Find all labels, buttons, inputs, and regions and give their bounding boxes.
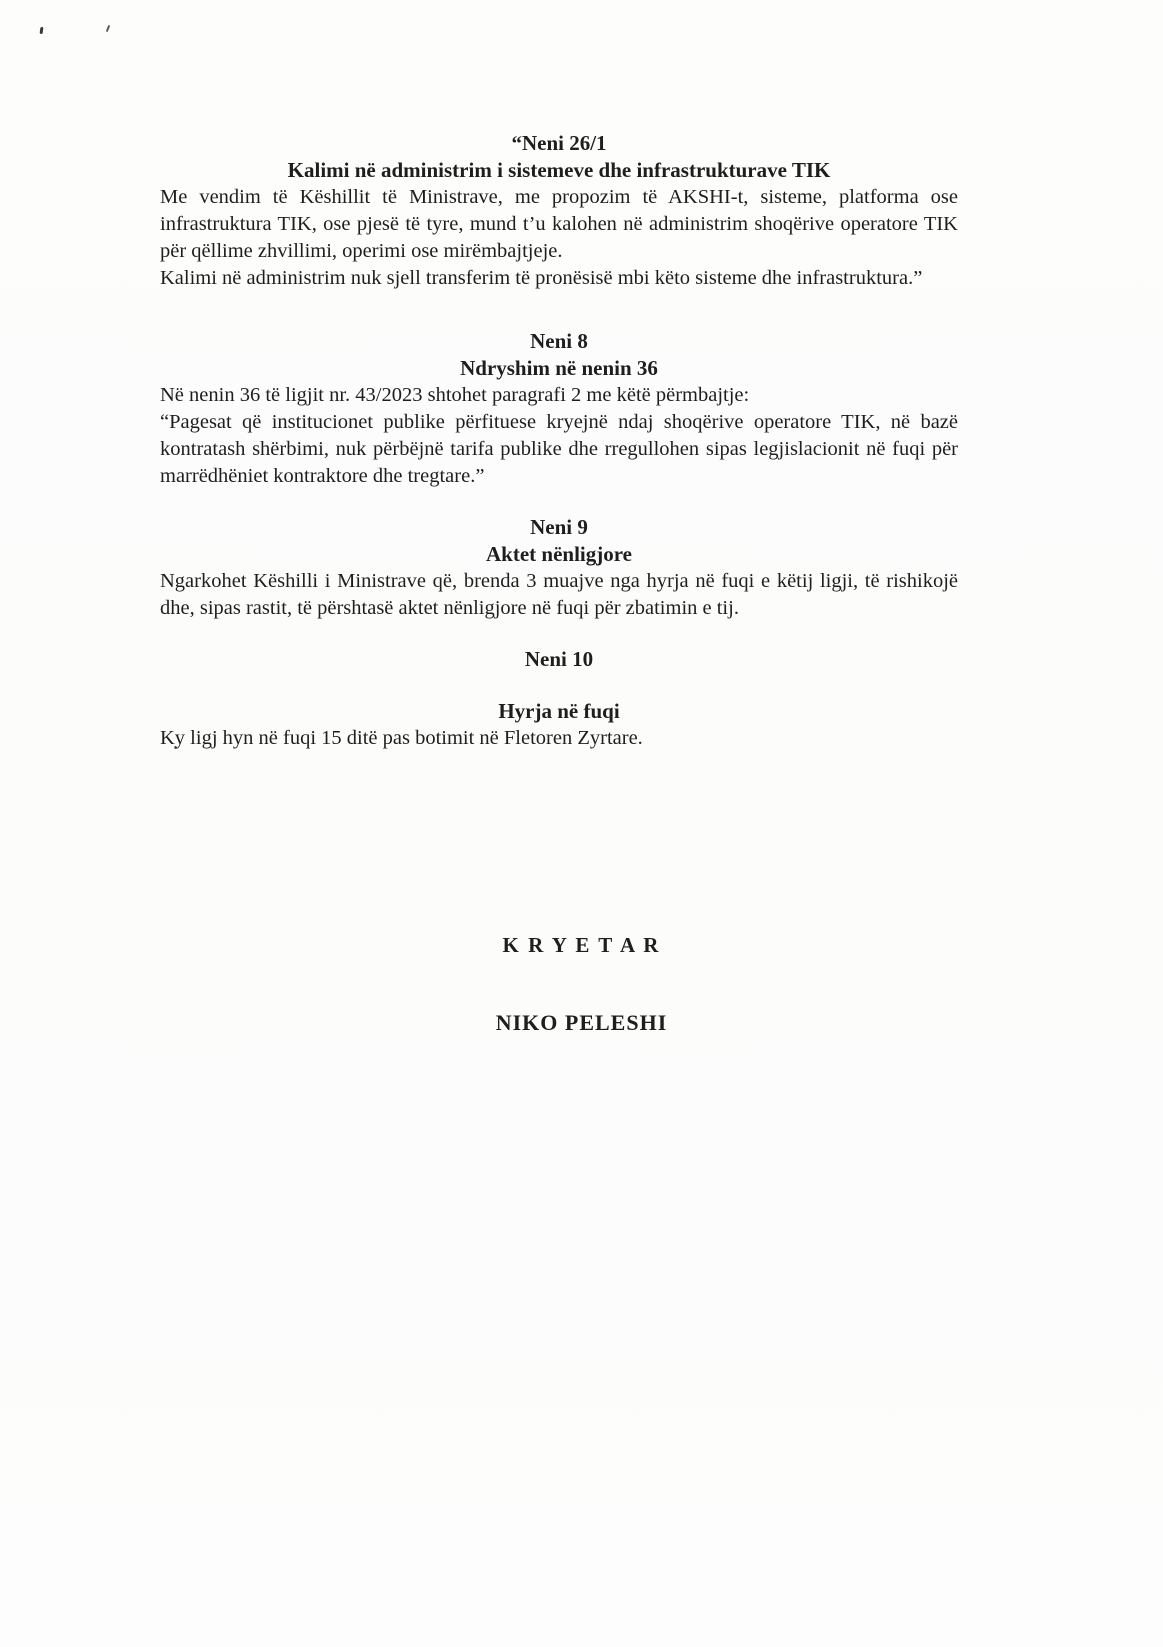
article-number-neni-8: Neni 8 [530,329,588,353]
document-content [160,130,958,1036]
article-title-neni-26-1: Kalimi në administrim i sistemeve dhe infrastrukturave TIK [287,158,831,182]
article-title-neni-8: Ndryshim në nenin 36 [460,356,658,380]
scan-speck [40,27,44,34]
article-title-neni-10: Hyrja në fuqi [498,699,620,723]
signature-name: NIKO PELESHI [495,1010,668,1035]
paragraph: Me vendim të Këshillit të Ministrave, me propozim të AKSHI-t, sisteme, platforma ose infrastruktura TIK, ose pjesë të tyre, mund t’u kalohen në administrim shoqërive operatore TIK për qëllime zhvillimi, operimi ose mirëmbajtjeje. [160,186,958,262]
paragraph: Ky ligj hyn në fuqi 15 ditë pas botimit në Fletoren Zyrtare. [160,727,643,749]
article-title-neni-9: Aktet nënligjore [485,542,632,566]
signature-block [0,932,1163,1036]
scan-speck [106,25,110,32]
paragraph: Në nenin 36 të ligjit nr. 43/2023 shtohet paragrafi 2 me këtë përmbajtje: [160,384,750,406]
paragraph: Kalimi në administrim nuk sjell transferim të pronësisë mbi këto sisteme dhe infrastruktura.” [160,267,923,289]
article-number-neni-10: Neni 10 [524,647,594,671]
article-number-neni-9: Neni 9 [530,515,588,539]
quoted-paragraph: “Pagesat që institucionet publike përfituese kryejnë ndaj shoqërive operatore TIK, në bazë kontratash shërbimi, nuk përbëjnë tarifa publike dhe rregullohen sipas legjislacionit në fuqi për marrëdhëniet kontraktore dhe tregtare.” [160,411,958,487]
signature-role: K R Y E T A R [502,933,661,957]
paragraph: Ngarkohet Këshilli i Ministrave që, brenda 3 muajve nga hyrja në fuqi e këtij ligji, të rishikojë dhe, sipas rastit, të përshtasë aktet nënligjore në fuqi për zbatimin e tij. [160,570,958,619]
article-number-neni-26-1: “Neni 26/1 [511,131,607,155]
